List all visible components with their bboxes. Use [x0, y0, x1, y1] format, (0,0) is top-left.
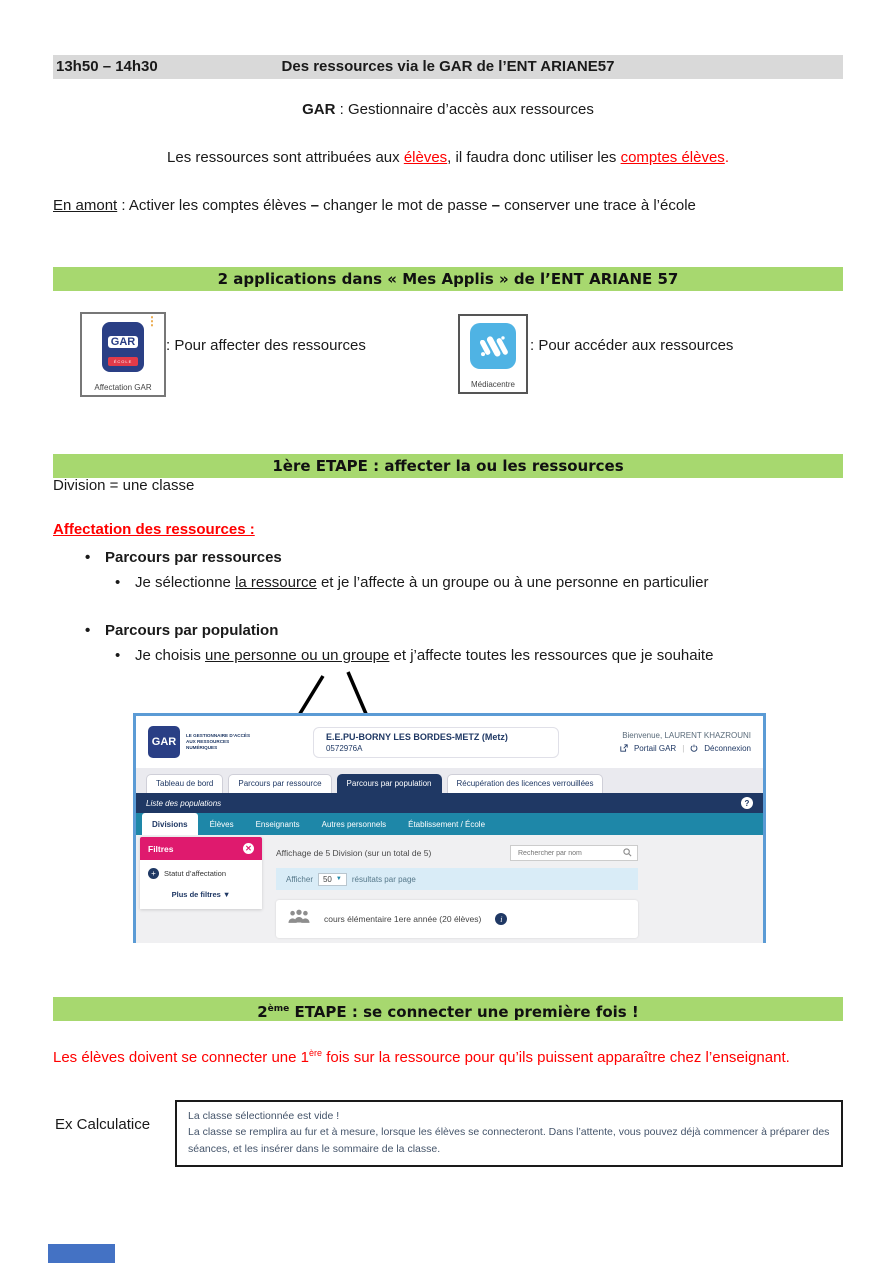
filters-close-icon[interactable]: ✕ — [243, 843, 254, 854]
gar-content-area — [136, 835, 763, 943]
search-input[interactable] — [516, 849, 620, 858]
intro-highlight-eleves: élèves — [403, 149, 448, 166]
session-title: Des ressources via le GAR de l’ENT ARIANE57 — [281, 58, 615, 75]
step2-note-pre: Les élèves doivent se connecter une 1 — [53, 1049, 310, 1066]
user-links — [620, 744, 751, 754]
help-icon[interactable]: ? — [741, 797, 753, 809]
affectation-heading: Affectation des ressources : — [53, 521, 255, 538]
en-amont-label: En amont — [53, 197, 118, 214]
division-row[interactable] — [276, 900, 638, 938]
results-header-row — [276, 845, 638, 861]
en-amont-part1: : Activer les comptes élèves — [117, 197, 311, 214]
filters-header — [140, 837, 262, 860]
plus-icon[interactable]: + — [148, 868, 159, 879]
en-amont-part2: changer le mot de passe — [318, 197, 492, 214]
bullet1-sub2: et je l’affecte à un groupe ou à une personne en particulier — [316, 574, 709, 591]
step1-banner: 1ère ETAPE : affecter la ou les ressources — [53, 454, 843, 478]
search-box — [510, 845, 638, 861]
alert-body: La classe se remplira au fur et à mesure, lorsque les élèves se connecteront. Dans l’attente, vous pouvez déjà commencer à préparer des séances, et les insérer dans le sommaire de la classe. — [188, 1126, 830, 1155]
filter-statut-affectation[interactable] — [148, 868, 254, 879]
intro-highlight-comptes: comptes élèves — [620, 149, 725, 166]
gar-logo-group — [148, 726, 252, 758]
gar-app-icon-label: GAR — [108, 336, 138, 348]
gar-app-description: : Pour affecter des ressources — [166, 337, 366, 354]
en-amont-dash1: – — [310, 197, 319, 214]
gar-app-icon[interactable] — [102, 322, 144, 372]
intro-part2: , il faudra donc utiliser les — [447, 149, 621, 166]
user-area — [620, 731, 751, 754]
group-people-icon — [288, 909, 310, 929]
bullet-icon: • — [85, 622, 91, 639]
nav-tab-enseignants[interactable]: Enseignants — [255, 819, 300, 829]
bullet-parcours-ressources — [85, 549, 282, 566]
more-filters-label: Plus de filtres — [171, 890, 221, 899]
next-section-banner-fragment — [48, 1244, 115, 1263]
bullet2-sub1: Je choisis — [135, 647, 206, 664]
step2-note-sup: ère — [309, 1048, 323, 1058]
gar-definition-text: : Gestionnaire d’accès aux ressources — [335, 101, 594, 118]
step2-banner-text: ETAPE : se connecter une première fois ! — [289, 1003, 639, 1021]
step2-banner — [53, 997, 843, 1021]
nav-tab-eleves[interactable]: Élèves — [209, 819, 234, 829]
gar-logo-icon: GAR — [148, 726, 180, 758]
info-icon[interactable]: i — [495, 913, 507, 925]
session-time: 13h50 – 14h30 — [56, 58, 158, 75]
bullet-parcours-population-detail — [115, 647, 713, 664]
power-icon — [690, 744, 698, 754]
welcome-text: Bienvenue, LAURENT KHAZROUNI — [622, 730, 751, 740]
alert-title: La classe sélectionnée est vide ! — [188, 1110, 340, 1122]
division-note: Division = une classe — [53, 477, 195, 494]
bullet2-title: Parcours par population — [105, 622, 279, 639]
population-nav-bar — [136, 813, 763, 835]
link-separator: | — [682, 744, 685, 753]
chevron-down-icon: ▼ — [222, 890, 231, 899]
filters-body — [140, 860, 262, 909]
bullet-icon: • — [115, 574, 121, 591]
en-amont-dash2: – — [491, 197, 500, 214]
per-page-bar — [276, 868, 638, 890]
external-link-icon — [620, 744, 628, 754]
bullet-icon: • — [115, 647, 121, 664]
gar-header — [136, 716, 763, 768]
en-amont-part3: conserver une trace à l’école — [499, 197, 696, 214]
select-caret-icon: ▼ — [335, 876, 342, 882]
populations-title-bar — [136, 793, 763, 813]
session-header-bar — [53, 55, 843, 79]
app-menu-dots-icon[interactable]: ⋮ — [146, 314, 158, 328]
bullet2-underlined: une personne ou un groupe — [205, 647, 390, 664]
tab-parcours-par-ressource[interactable]: Parcours par ressource — [228, 774, 331, 793]
nav-tab-etablissement-ecole[interactable]: Établissement / École — [408, 819, 486, 829]
gar-definition-line — [53, 101, 843, 118]
per-page-label: Afficher — [286, 874, 313, 884]
more-filters-toggle[interactable] — [148, 890, 254, 899]
filters-panel — [140, 837, 262, 909]
apps-banner: 2 applications dans « Mes Applis » de l’ENT ARIANE 57 — [53, 267, 843, 291]
logout-link[interactable]: Déconnexion — [704, 744, 751, 753]
school-name: E.E.PU-BORNY LES BORDES-METZ (Metz) — [325, 731, 508, 742]
bullet1-sub1: Je sélectionne — [135, 574, 236, 591]
en-amont-line — [53, 197, 696, 214]
tab-parcours-par-population[interactable]: Parcours par population — [337, 774, 442, 793]
affectation-gar-app-card — [80, 312, 166, 397]
bullet1-title: Parcours par ressources — [105, 549, 282, 566]
results-count: Affichage de 5 Division (sur un total de 5) — [276, 848, 432, 858]
gar-app-caption: Affectation GAR — [94, 383, 152, 392]
step2-banner-sup: ème — [267, 1004, 290, 1014]
gar-term: GAR — [302, 101, 336, 118]
filters-title: Filtres — [148, 843, 174, 854]
nav-tab-divisions[interactable]: Divisions — [142, 813, 198, 835]
nav-tab-autres-personnels[interactable]: Autres personnels — [321, 819, 387, 829]
bullet-icon: • — [85, 549, 91, 566]
populations-title: Liste des populations — [146, 798, 222, 808]
bullet-parcours-ressources-detail — [115, 574, 708, 591]
division-label: cours élémentaire 1ere année (20 élèves) — [324, 914, 482, 924]
page-size-select[interactable] — [318, 873, 347, 886]
search-icon[interactable] — [623, 844, 632, 862]
intro-period: . — [724, 149, 729, 166]
mediacentre-logo-icon[interactable] — [470, 323, 516, 369]
mediacentre-app-description: : Pour accéder aux ressources — [530, 337, 734, 354]
gar-screenshot — [133, 713, 766, 943]
mediacentre-app-caption: Médiacentre — [470, 380, 516, 389]
gar-tab-bar — [136, 768, 763, 793]
school-box — [313, 727, 559, 758]
portal-gar-link[interactable]: Portail GAR — [633, 744, 677, 753]
step2-note — [53, 1040, 809, 1071]
intro-part1: Les ressources sont attribuées aux — [167, 149, 404, 166]
filter-statut-label: Statut d’affectation — [164, 869, 226, 878]
bullet-parcours-population — [85, 622, 278, 639]
example-label: Ex Calculatice — [55, 1116, 151, 1133]
calculatice-alert-box — [175, 1100, 843, 1167]
intro-line — [53, 149, 843, 166]
mediacentre-app-card — [458, 314, 528, 394]
tab-tableau-de-bord[interactable]: Tableau de bord — [146, 774, 223, 793]
gar-logo-caption: LE GESTIONNAIRE D’ACCÈS AUX RESSOURCES NUMÉRIQUES — [186, 732, 251, 751]
page-size-value: 50 — [322, 874, 332, 884]
step2-note-post: fois sur la ressource pour qu’ils puissent apparaître chez l’enseignant. — [322, 1049, 790, 1066]
school-uai-code: 0572976A — [325, 743, 363, 753]
bullet1-underlined: la ressource — [235, 574, 317, 591]
per-page-suffix: résultats par page — [351, 874, 416, 884]
gar-app-icon-ribbon: ÉCOLE — [108, 357, 138, 366]
results-area — [276, 835, 638, 938]
step2-banner-num: 2 — [257, 1003, 268, 1021]
tab-recuperation-licences[interactable]: Récupération des licences verrouillées — [447, 774, 604, 793]
bullet2-sub2: et j’affecte toutes les ressources que je souhaite — [389, 647, 714, 664]
